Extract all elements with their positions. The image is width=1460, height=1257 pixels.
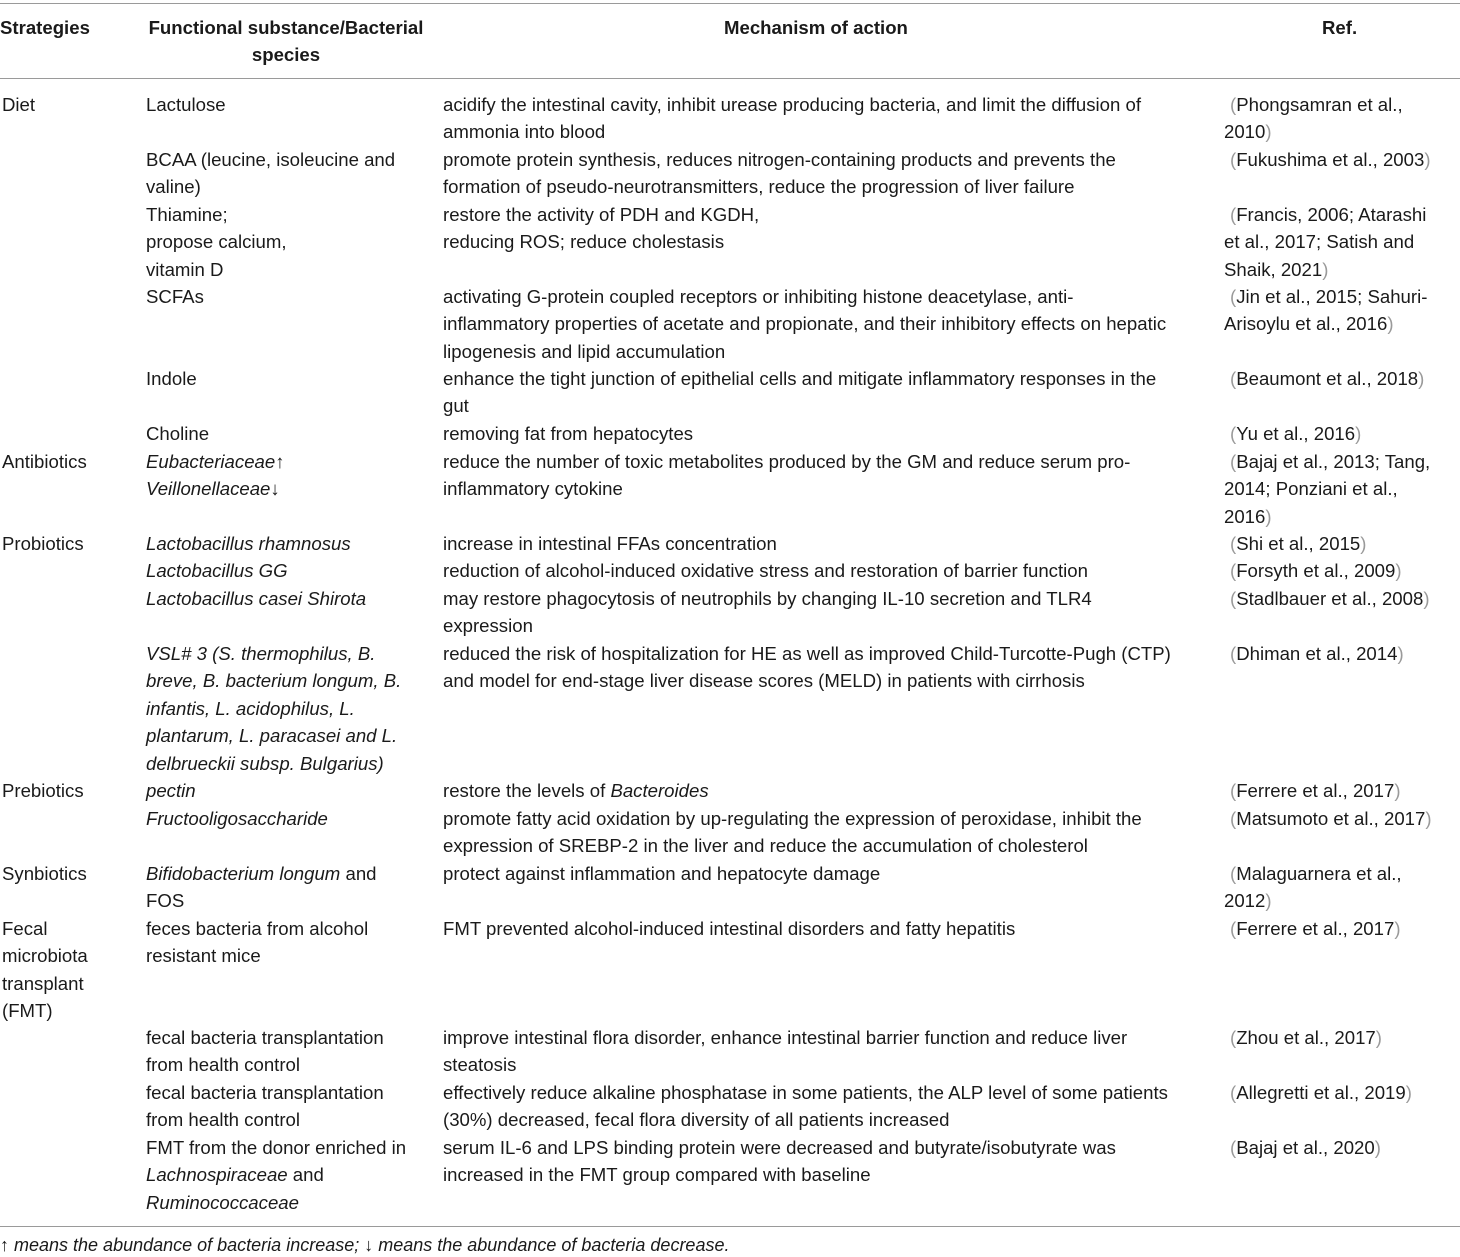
- cell-ref: [1224, 448, 1431, 530]
- cell-substance: [146, 585, 366, 612]
- cell-ref-line: [1224, 118, 1403, 145]
- ref-close-paren: ): [1394, 918, 1401, 939]
- header-strategies: Strategies: [0, 17, 90, 38]
- cell-mechanism-line: enhance the tight junction of epithelial cells and mitigate inflammatory responses in the: [443, 368, 1157, 389]
- ref-citation[interactable]: Ferrere et al., 2017: [1236, 780, 1395, 801]
- cell-ref-line: [1230, 640, 1404, 667]
- cell-substance: [146, 557, 288, 584]
- mechanism-genus: Bacteroides: [610, 780, 709, 801]
- cell-strategy: [2, 91, 35, 118]
- cell-substance-line: Lactobacillus rhamnosus: [146, 533, 351, 554]
- ref-open-paren: (: [1230, 149, 1237, 170]
- cell-ref-line: [1230, 448, 1430, 475]
- cell-mechanism: [443, 146, 1116, 201]
- cell-substance-line: plantarum, L. paracasei and L.: [146, 725, 398, 747]
- ref-citation[interactable]: Beaumont et al., 2018: [1236, 368, 1419, 389]
- cell-mechanism: [443, 91, 1141, 146]
- cell-substance-line: propose calcium,: [146, 231, 287, 253]
- cell-substance-line: SCFAs: [146, 286, 204, 307]
- cell-substance: [146, 530, 351, 557]
- cell-ref: [1230, 365, 1424, 392]
- ref-close-paren: ): [1265, 505, 1272, 527]
- cell-mechanism-line: and model for end-stage liver disease scores (MELD) in patients with cirrhosis: [443, 670, 1085, 692]
- ref-citation[interactable]: Ferrere et al., 2017: [1236, 918, 1395, 939]
- cell-substance-line: Lactobacillus casei Shirota: [146, 588, 367, 609]
- cell-substance: [146, 805, 328, 832]
- cell-substance-line: Lactobacillus GG: [146, 560, 288, 581]
- cell-ref: [1230, 805, 1432, 832]
- cell-mechanism-line: reducing ROS; reduce cholestasis: [443, 231, 725, 253]
- cell-mechanism: [443, 805, 1142, 860]
- ref-open-paren: (: [1230, 204, 1237, 225]
- ref-close-paren: ): [1424, 149, 1431, 170]
- mechanism-text: restore the levels of: [443, 780, 611, 801]
- cell-ref-line: [1224, 887, 1402, 914]
- cell-strategy: [2, 448, 87, 475]
- ref-open-paren: (: [1230, 423, 1237, 444]
- header-substance: [146, 14, 426, 68]
- cell-ref-line: [1224, 503, 1430, 530]
- cell-substance-line: FOS: [146, 890, 185, 912]
- cell-substance-line: from health control: [146, 1109, 300, 1131]
- cell-ref: [1224, 201, 1427, 283]
- cell-mechanism-line: serum IL-6 and LPS binding protein were decreased and butyrate/isobutyrate was: [443, 1137, 1116, 1158]
- cell-strategy: [2, 530, 84, 557]
- species-name: Lachnospiraceae: [146, 1164, 288, 1186]
- cell-mechanism: [443, 201, 759, 256]
- cell-substance-line: Thiamine;: [146, 204, 228, 225]
- ref-open-paren: (: [1230, 94, 1237, 115]
- ref-citation[interactable]: Stadlbauer et al., 2008: [1236, 588, 1424, 609]
- cell-strategy-line: Prebiotics: [2, 780, 84, 801]
- ref-open-paren: (: [1230, 1137, 1237, 1158]
- cell-mechanism: [443, 777, 709, 804]
- ref-citation[interactable]: Arisoylu et al., 2016: [1224, 313, 1388, 335]
- ref-open-paren: (: [1230, 1082, 1237, 1103]
- cell-ref-line: [1224, 475, 1430, 502]
- cell-substance-line: resistant mice: [146, 945, 261, 967]
- cell-mechanism: [443, 283, 1166, 365]
- cell-ref-line: [1230, 530, 1366, 557]
- cell-substance-line: pectin: [146, 780, 196, 801]
- ref-citation[interactable]: Allegretti et al., 2019: [1236, 1082, 1406, 1103]
- ref-citation[interactable]: Shaik, 2021: [1224, 258, 1323, 280]
- ref-close-paren: ): [1374, 1137, 1381, 1158]
- cell-ref: [1230, 777, 1401, 804]
- cell-ref-line: [1224, 228, 1426, 255]
- cell-mechanism: [443, 365, 1156, 420]
- cell-mechanism-line: lipogenesis and lipid accumulation: [443, 340, 726, 362]
- cell-substance: [146, 420, 209, 447]
- cell-mechanism: [443, 585, 1092, 640]
- cell-substance-line: BCAA (leucine, isoleucine and: [146, 149, 396, 170]
- cell-mechanism: [443, 420, 693, 447]
- cell-mechanism-line: effectively reduce alkaline phosphatase in some patients, the ALP level of some patients: [443, 1082, 1168, 1103]
- ref-close-paren: ): [1375, 1027, 1382, 1048]
- ref-close-paren: ): [1387, 313, 1394, 335]
- cell-mechanism: [443, 530, 777, 557]
- cell-strategy-line: microbiota: [2, 945, 88, 967]
- cell-substance-line: from health control: [146, 1054, 300, 1076]
- ref-close-paren: ): [1265, 890, 1272, 912]
- ref-close-paren: ): [1394, 780, 1401, 801]
- cell-substance: [146, 448, 285, 503]
- cell-substance-line: VSL# 3 (S. thermophilus, B.: [146, 643, 376, 664]
- cell-substance: [146, 915, 368, 970]
- cell-mechanism-line: expression of SREBP-2 in the liver and reduce the accumulation of cholesterol: [443, 835, 1088, 857]
- cell-substance: [146, 640, 401, 777]
- cell-strategy-line: Antibiotics: [2, 451, 87, 472]
- ref-citation[interactable]: 2014; Ponziani et al.,: [1224, 478, 1398, 500]
- cell-ref-line: [1230, 91, 1403, 118]
- table-top-rule: [0, 3, 1460, 4]
- cell-mechanism: [443, 1134, 1116, 1189]
- cell-strategy-line: Diet: [2, 94, 36, 115]
- ref-citation[interactable]: Dhiman et al., 2014: [1236, 643, 1398, 664]
- ref-close-paren: ): [1418, 368, 1425, 389]
- cell-mechanism-line: [443, 777, 709, 804]
- ref-open-paren: (: [1230, 863, 1237, 884]
- cell-ref: [1230, 1024, 1382, 1051]
- cell-substance-line: Lactulose: [146, 94, 226, 115]
- cell-substance-line: Eubacteriaceae↑: [146, 451, 285, 472]
- cell-substance-line: fecal bacteria transplantation: [146, 1082, 384, 1103]
- cell-mechanism: [443, 1024, 1127, 1079]
- ref-open-paren: (: [1230, 533, 1237, 554]
- ref-citation[interactable]: Forsyth et al., 2009: [1236, 560, 1396, 581]
- cell-mechanism-line: increased in the FMT group compared with baseline: [443, 1164, 871, 1186]
- cell-ref-line: [1230, 365, 1424, 392]
- ref-open-paren: (: [1230, 286, 1237, 307]
- cell-strategy-line: Synbiotics: [2, 863, 87, 884]
- cell-ref-line: [1224, 310, 1427, 337]
- cell-strategy-line: Probiotics: [2, 533, 84, 554]
- cell-ref-line: [1230, 1079, 1412, 1106]
- ref-citation[interactable]: et al., 2017; Satish and: [1224, 231, 1415, 253]
- cell-substance-line: Veillonellaceae↓: [146, 478, 280, 500]
- cell-mechanism: [443, 915, 1015, 942]
- ref-open-paren: (: [1230, 918, 1237, 939]
- cell-mechanism-line: promote protein synthesis, reduces nitrogen-containing products and prevents the: [443, 149, 1116, 170]
- cell-substance: [146, 91, 226, 118]
- cell-mechanism-line: reduction of alcohol-induced oxidative stress and restoration of barrier function: [443, 560, 1088, 581]
- cell-substance: [146, 365, 197, 392]
- table-footnote: ↑ means the abundance of bacteria increase; ↓ means the abundance of bacteria decrease.: [0, 1235, 730, 1255]
- cell-strategy-line: (FMT): [2, 1000, 53, 1022]
- species-suffix: and: [340, 863, 377, 884]
- cell-mechanism-line: promote fatty acid oxidation by up-regulating the expression of peroxidase, inhibit the: [443, 808, 1142, 829]
- cell-substance-line: FMT from the donor enriched in: [146, 1137, 407, 1158]
- cell-mechanism-line: inflammatory properties of acetate and propionate, and their inhibitory effects on hepatic: [443, 313, 1167, 335]
- cell-mechanism-line: FMT prevented alcohol-induced intestinal disorders and fatty hepatitis: [443, 918, 1016, 939]
- cell-ref-line: [1230, 146, 1431, 173]
- cell-mechanism-line: steatosis: [443, 1054, 517, 1076]
- ref-open-paren: (: [1230, 560, 1237, 581]
- header-substance-line2: species: [251, 44, 321, 65]
- cell-mechanism-line: gut: [443, 395, 469, 417]
- ref-citation[interactable]: Bajaj et al., 2020: [1236, 1137, 1375, 1158]
- cell-mechanism-line: removing fat from hepatocytes: [443, 423, 694, 444]
- cell-mechanism-line: inflammatory cytokine: [443, 478, 623, 500]
- ref-citation[interactable]: Shi et al., 2015: [1236, 533, 1361, 554]
- cell-ref: [1230, 557, 1402, 584]
- cell-mechanism-line: improve intestinal flora disorder, enhance intestinal barrier function and reduce liver: [443, 1027, 1128, 1048]
- header-mechanism: Mechanism of action: [724, 17, 908, 38]
- cell-substance: [146, 283, 204, 310]
- cell-ref: [1230, 1134, 1381, 1161]
- cell-ref-line: [1230, 557, 1402, 584]
- cell-substance-line: breve, B. bacterium longum, B.: [146, 670, 402, 692]
- ref-open-paren: (: [1230, 1027, 1237, 1048]
- ref-open-paren: (: [1230, 368, 1237, 389]
- cell-ref: [1224, 91, 1403, 146]
- cell-mechanism: [443, 1079, 1168, 1134]
- cell-ref: [1230, 420, 1361, 447]
- ref-close-paren: ): [1405, 1082, 1412, 1103]
- cell-substance: [146, 777, 196, 804]
- cell-ref-line: [1230, 201, 1426, 228]
- ref-citation[interactable]: Bajaj et al., 2013; Tang,: [1236, 451, 1431, 472]
- cell-mechanism-line: acidify the intestinal cavity, inhibit urease producing bacteria, and limit the diffusion of: [443, 94, 1142, 115]
- ref-close-paren: ): [1322, 258, 1329, 280]
- ref-citation[interactable]: Francis, 2006; Atarashi: [1236, 204, 1427, 225]
- cell-ref-line: [1230, 1024, 1382, 1051]
- cell-mechanism-line: expression: [443, 615, 533, 637]
- cell-strategy: [2, 915, 88, 1025]
- ref-citation[interactable]: Zhou et al., 2017: [1236, 1027, 1376, 1048]
- ref-close-paren: ): [1395, 560, 1402, 581]
- cell-ref-line: [1230, 805, 1432, 832]
- cell-substance-line: Ruminococcaceae: [146, 1191, 299, 1213]
- ref-open-paren: (: [1230, 451, 1237, 472]
- cell-substance: [146, 860, 377, 915]
- cell-mechanism-line: formation of pseudo-neurotransmitters, reduce the progression of liver failure: [443, 176, 1075, 198]
- ref-open-paren: (: [1230, 588, 1237, 609]
- ref-citation[interactable]: 2012: [1224, 890, 1266, 912]
- ref-close-paren: ): [1425, 808, 1432, 829]
- cell-ref: [1224, 860, 1402, 915]
- ref-citation[interactable]: Malaguarnera et al.,: [1236, 863, 1402, 884]
- ref-close-paren: ): [1355, 423, 1362, 444]
- ref-citation[interactable]: Matsumoto et al., 2017: [1236, 808, 1426, 829]
- ref-close-paren: ): [1265, 121, 1272, 143]
- cell-substance-line: Choline: [146, 423, 210, 444]
- ref-open-paren: (: [1230, 780, 1237, 801]
- ref-citation[interactable]: 2016: [1224, 505, 1266, 527]
- cell-substance: [146, 201, 287, 283]
- cell-mechanism-line: reduced the risk of hospitalization for HE as well as improved Child-Turcotte-Pugh (CTP): [443, 643, 1171, 664]
- ref-close-paren: ): [1423, 588, 1430, 609]
- cell-ref-line: [1230, 777, 1401, 804]
- cell-strategy-line: Fecal: [2, 918, 48, 939]
- cell-substance-line: [146, 860, 377, 887]
- cell-ref-line: [1230, 860, 1402, 887]
- ref-citation[interactable]: Phongsamran et al.,: [1236, 94, 1403, 115]
- cell-ref: [1230, 1079, 1412, 1106]
- ref-citation[interactable]: 2010: [1224, 121, 1266, 143]
- cell-ref: [1224, 283, 1428, 338]
- cell-strategy: [2, 777, 84, 804]
- ref-open-paren: (: [1230, 808, 1237, 829]
- header-substance-line1: Functional substance/Bacterial: [148, 17, 424, 38]
- cell-substance: [146, 146, 395, 201]
- cell-substance: [146, 1024, 384, 1079]
- header-bottom-rule: [0, 78, 1460, 79]
- cell-ref: [1230, 530, 1366, 557]
- table-bottom-rule: [0, 1226, 1460, 1227]
- cell-mechanism: [443, 640, 1171, 695]
- cell-ref-line: [1230, 585, 1430, 612]
- cell-substance-line: feces bacteria from alcohol: [146, 918, 369, 939]
- cell-substance: [146, 1079, 384, 1134]
- cell-substance-line: delbrueckii subsp. Bulgarius): [146, 752, 384, 774]
- ref-close-paren: ): [1360, 533, 1367, 554]
- ref-citation[interactable]: Yu et al., 2016: [1236, 423, 1356, 444]
- cell-mechanism-line: reduce the number of toxic metabolites produced by the GM and reduce serum pro-: [443, 451, 1131, 472]
- cell-substance-line: [146, 1161, 406, 1188]
- ref-citation[interactable]: Jin et al., 2015; Sahuri-: [1236, 286, 1428, 307]
- cell-strategy-line: transplant: [2, 972, 84, 994]
- cell-ref-line: [1230, 420, 1361, 447]
- cell-ref: [1230, 585, 1430, 612]
- cell-substance-line: vitamin D: [146, 258, 224, 280]
- species-suffix: and: [287, 1164, 324, 1186]
- cell-mechanism-line: activating G-protein coupled receptors or inhibiting histone deacetylase, anti-: [443, 286, 1074, 307]
- cell-mechanism-line: restore the activity of PDH and KGDH,: [443, 204, 760, 225]
- cell-ref-line: [1230, 915, 1401, 942]
- cell-mechanism-line: ammonia into blood: [443, 121, 606, 143]
- ref-citation[interactable]: Fukushima et al., 2003: [1236, 149, 1425, 170]
- cell-ref: [1230, 915, 1401, 942]
- cell-mechanism: [443, 860, 880, 887]
- cell-mechanism-line: (30%) decreased, fecal flora diversity of all patients increased: [443, 1109, 950, 1131]
- ref-open-paren: (: [1230, 643, 1237, 664]
- cell-ref-line: [1230, 283, 1427, 310]
- cell-mechanism-line: may restore phagocytosis of neutrophils by changing IL-10 secretion and TLR4: [443, 588, 1092, 609]
- cell-substance: [146, 1134, 406, 1216]
- cell-mechanism: [443, 448, 1130, 503]
- cell-substance-line: Fructooligosaccharide: [146, 808, 328, 829]
- cell-mechanism-line: increase in intestinal FFAs concentration: [443, 533, 777, 554]
- cell-substance-line: infantis, L. acidophilus, L.: [146, 697, 355, 719]
- cell-ref-line: [1224, 256, 1426, 283]
- cell-strategy: [2, 860, 87, 887]
- cell-ref: [1230, 640, 1404, 667]
- cell-substance-line: fecal bacteria transplantation: [146, 1027, 384, 1048]
- cell-substance-line: valine): [146, 176, 201, 198]
- cell-substance-line: Indole: [146, 368, 197, 389]
- species-name: Bifidobacterium longum: [146, 863, 341, 884]
- cell-ref: [1230, 146, 1431, 173]
- cell-mechanism: [443, 557, 1088, 584]
- cell-mechanism-line: protect against inflammation and hepatocyte damage: [443, 863, 881, 884]
- ref-close-paren: ): [1397, 643, 1404, 664]
- header-ref: Ref.: [1322, 17, 1358, 38]
- cell-ref-line: [1230, 1134, 1381, 1161]
